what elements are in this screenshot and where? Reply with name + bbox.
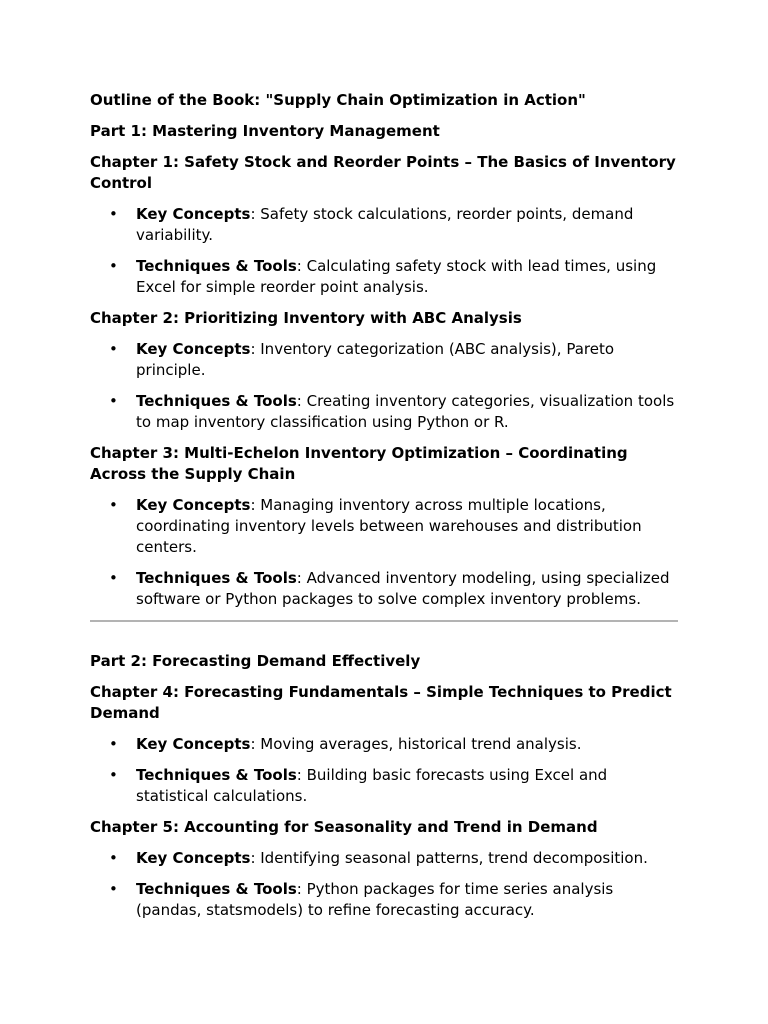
- chapter-heading: Chapter 3: Multi-Echelon Inventory Optimization – Coordinating Across the Supply Chain: [90, 444, 628, 483]
- item-label: Key Concepts: [136, 849, 251, 867]
- bullet-icon: •: [109, 849, 118, 867]
- list-item: [90, 256, 678, 298]
- item-label: Key Concepts: [136, 205, 251, 223]
- bullet-icon: •: [109, 880, 118, 898]
- item-text: : Managing inventory across multiple locations, coordinating inventory levels between warehouses and distribution centers.: [136, 496, 642, 556]
- item-text: : Moving averages, historical trend analysis.: [250, 735, 582, 753]
- item-label: Techniques & Tools: [136, 880, 297, 898]
- item-label: Techniques & Tools: [136, 392, 297, 410]
- part-heading: Part 1: Mastering Inventory Management: [90, 122, 440, 140]
- chapter-3-list: [90, 495, 678, 610]
- section-divider: [90, 620, 678, 622]
- list-item: [90, 568, 678, 610]
- part-1: [90, 121, 678, 610]
- bullet-icon: •: [109, 205, 118, 223]
- list-item: [90, 734, 678, 755]
- item-label: Key Concepts: [136, 496, 251, 514]
- part-heading: Part 2: Forecasting Demand Effectively: [90, 652, 421, 670]
- bullet-icon: •: [109, 766, 118, 784]
- list-item: [90, 204, 678, 246]
- item-text: : Inventory categorization (ABC analysis), Pareto principle.: [136, 340, 615, 379]
- chapter-heading: Chapter 4: Forecasting Fundamentals – Simple Techniques to Predict Demand: [90, 683, 672, 722]
- bullet-icon: •: [109, 257, 118, 275]
- bullet-icon: •: [109, 392, 118, 410]
- bullet-icon: •: [109, 569, 118, 587]
- item-text: : Building basic forecasts using Excel and statistical calculations.: [136, 766, 608, 805]
- list-item: [90, 391, 678, 433]
- item-text: : Safety stock calculations, reorder points, demand variability.: [136, 205, 634, 244]
- item-label: Techniques & Tools: [136, 569, 297, 587]
- chapter-4-list: [90, 734, 678, 807]
- chapter-1-list: [90, 204, 678, 298]
- chapter-5-list: [90, 848, 678, 921]
- item-label: Key Concepts: [136, 735, 251, 753]
- item-text: : Creating inventory categories, visualization tools to map inventory classification using Python or R.: [136, 392, 675, 431]
- chapter-2-list: [90, 339, 678, 433]
- item-label: Techniques & Tools: [136, 257, 297, 275]
- item-label: Key Concepts: [136, 340, 251, 358]
- list-item: [90, 848, 678, 869]
- item-label: Techniques & Tools: [136, 766, 297, 784]
- chapter-heading: Chapter 2: Prioritizing Inventory with ABC Analysis: [90, 309, 522, 327]
- chapter-heading: Chapter 5: Accounting for Seasonality and Trend in Demand: [90, 818, 598, 836]
- part-2: [90, 651, 678, 921]
- list-item: [90, 495, 678, 558]
- list-item: [90, 339, 678, 381]
- list-item: [90, 765, 678, 807]
- item-text: : Advanced inventory modeling, using specialized software or Python packages to solve complex inventory problems.: [136, 569, 670, 608]
- item-text: : Python packages for time series analysis (pandas, statsmodels) to refine forecasting accuracy.: [136, 880, 614, 919]
- item-text: : Calculating safety stock with lead times, using Excel for simple reorder point analysis.: [136, 257, 657, 296]
- bullet-icon: •: [109, 496, 118, 514]
- book-title: Outline of the Book: "Supply Chain Optimization in Action": [90, 91, 586, 109]
- bullet-icon: •: [109, 735, 118, 753]
- bullet-icon: •: [109, 340, 118, 358]
- list-item: [90, 879, 678, 921]
- chapter-heading: Chapter 1: Safety Stock and Reorder Points – The Basics of Inventory Control: [90, 153, 676, 192]
- item-text: : Identifying seasonal patterns, trend decomposition.: [250, 849, 648, 867]
